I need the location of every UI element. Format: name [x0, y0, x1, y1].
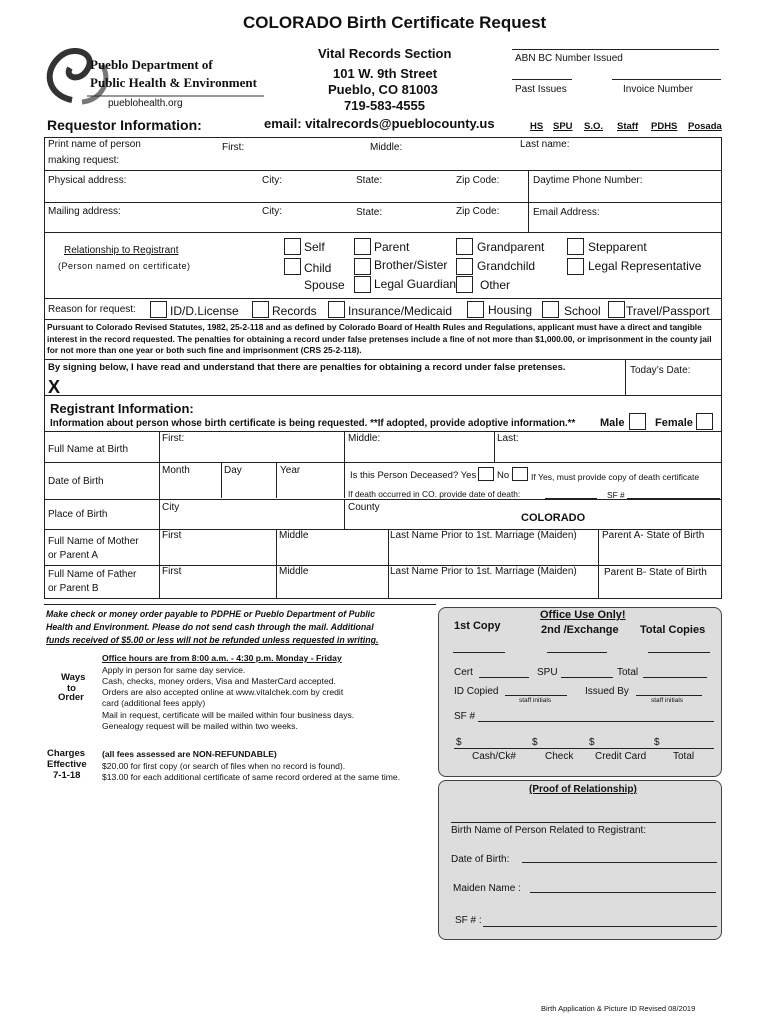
ways-line-3: Orders are also accepted online at www.vitalchek.com by credit — [102, 687, 344, 697]
cert-field[interactable]: Cert — [454, 667, 473, 678]
daytime-phone-field[interactable]: Daytime Phone Number: — [533, 175, 643, 186]
child-checkbox[interactable] — [284, 258, 301, 275]
stepparent-label: Stepparent — [588, 240, 647, 254]
proof-maiden-field[interactable]: Maiden Name : — [453, 883, 521, 894]
proof-sf-field[interactable]: SF # : — [455, 915, 482, 926]
ways-line-6: Genealogy request will be mailed within two weeks. — [102, 721, 298, 731]
check-label: Check — [545, 751, 574, 762]
records-label: Records — [272, 304, 317, 318]
spouse-label: Spouse — [304, 278, 345, 292]
insurance-checkbox[interactable] — [328, 301, 345, 318]
legal-representative-label: Legal Representative — [588, 259, 702, 273]
ways-line-2: Cash, checks, money orders, Visa and MasterCard accepted. — [102, 676, 336, 686]
staff-initials-1: staff initials — [519, 697, 552, 704]
print-name-label: Print name of person — [48, 139, 141, 150]
id-copied-field[interactable]: ID Copied — [454, 686, 499, 697]
reg-first-field[interactable]: First: — [162, 433, 185, 444]
footer-revision: Birth Application & Picture ID Revised 08/2019 — [541, 1004, 696, 1013]
email-field[interactable]: Email Address: — [533, 207, 600, 218]
female-checkbox[interactable] — [696, 413, 713, 430]
if-yes-note: If Yes, must provide copy of death certificate — [531, 472, 700, 482]
page-title: COLORADO Birth Certificate Request — [243, 13, 547, 32]
mailing-address-field[interactable]: Mailing address: — [48, 206, 121, 217]
issued-by-field[interactable]: Issued By — [585, 686, 629, 697]
signing-statement: By signing below, I have read and understand that there are penalties for obtaining a record under false pretenses. — [48, 362, 566, 373]
credit-card-label: Credit Card — [595, 751, 647, 762]
birth-name-related-label: Birth Name of Person Related to Registrant: — [451, 825, 647, 836]
org-name-line2: Public Health & Environment — [90, 75, 257, 90]
reg-last-field[interactable]: Last: — [497, 433, 519, 444]
grandparent-checkbox[interactable] — [456, 238, 473, 255]
father-middle-field[interactable]: Middle — [279, 566, 309, 577]
dollar-4: $ — [654, 737, 660, 748]
ways-label-3: Order — [58, 692, 84, 703]
section-email: email: vitalrecords@pueblocounty.us — [264, 116, 495, 131]
first-copy-label: 1st Copy — [454, 620, 501, 632]
dollar-3: $ — [589, 737, 595, 748]
male-label: Male — [600, 417, 625, 429]
charges-line-2: $20.00 for first copy (or search of files when no record is found). — [102, 761, 346, 771]
todays-date-field[interactable]: Today’s Date: — [630, 365, 691, 376]
charges-line-3: $13.00 for each additional certificate of same record ordered at the same time. — [102, 772, 401, 782]
abn-label: ABN BC Number Issued — [515, 53, 623, 64]
school-checkbox[interactable] — [542, 301, 559, 318]
ways-line-1: Apply in person for same day service. — [102, 665, 246, 675]
grandparent-label: Grandparent — [477, 240, 545, 254]
org-name-line1: Pueblo Department of — [90, 57, 213, 72]
place-of-birth-label: Place of Birth — [48, 509, 108, 520]
insurance-label: Insurance/Medicaid — [348, 304, 453, 318]
mother-label-2: or Parent A — [48, 550, 99, 561]
code-spu: SPU — [553, 121, 573, 132]
stepparent-checkbox[interactable] — [567, 238, 584, 255]
relationship-label: Relationship to Registrant — [64, 245, 179, 256]
travel-checkbox[interactable] — [608, 301, 625, 318]
staff-initials-2: staff initials — [651, 697, 684, 704]
birth-state-value: COLORADO — [521, 512, 586, 524]
payment-line-3: funds received of $5.00 or less will not be refunded unless requested in writing. — [46, 635, 379, 645]
legal-notice: Pursuant to Colorado Revised Statutes, 1982, 25-2-118 and as defined by Colorado Board of Health Rules and Regulations, applicant must have a direct and tangible interest in the record requested. The penalties for obtaining a record under false pretenses include a fine of not more than $1,000.00, or imprisonment in the county jail for not more than one year or both such fine and imprisonment (CRS 25-2-118). — [47, 322, 712, 356]
total-label: Total — [673, 751, 695, 762]
requestor-middle-field[interactable]: Middle: — [370, 142, 403, 153]
physical-zip-field[interactable]: Zip Code: — [456, 175, 500, 186]
mother-middle-field[interactable]: Middle — [279, 530, 309, 541]
self-label: Self — [304, 240, 325, 254]
brother-sister-label: Brother/Sister — [374, 258, 448, 272]
physical-address-field[interactable]: Physical address: — [48, 175, 127, 186]
deceased-no-checkbox[interactable] — [512, 467, 528, 481]
legal-representative-checkbox[interactable] — [567, 258, 584, 275]
dob-day-field[interactable]: Day — [224, 465, 242, 476]
birth-city-field[interactable]: City — [162, 502, 180, 513]
signature-line[interactable]: X — [48, 377, 61, 397]
making-request-label: making request: — [48, 155, 120, 166]
invoice-label: Invoice Number — [623, 84, 694, 95]
legal-guardian-label: Legal Guardian — [374, 277, 457, 291]
requestor-first-field[interactable]: First: — [222, 142, 245, 153]
charges-label-3: 7-1-18 — [53, 770, 81, 781]
physical-city-field[interactable]: City: — [262, 175, 282, 186]
death-sf-label: SF # — [607, 490, 625, 500]
father-maiden-field[interactable]: Last Name Prior to 1st. Marriage (Maiden) — [390, 566, 577, 577]
charges-label-1: Charges — [47, 748, 86, 759]
ways-line-4: card (additional fees apply) — [102, 698, 206, 708]
parent-label: Parent — [374, 240, 410, 254]
section-street: 101 W. 9th Street — [333, 66, 438, 81]
dob-year-field[interactable]: Year — [280, 465, 301, 476]
grandchild-checkbox[interactable] — [456, 258, 473, 275]
mother-label-1: Full Name of Mother — [48, 536, 139, 547]
father-first-field[interactable]: First — [162, 566, 182, 577]
mother-maiden-field[interactable]: Last Name Prior to 1st. Marriage (Maiden) — [390, 530, 577, 541]
code-pdhs: PDHS — [651, 121, 678, 132]
office-sf-field[interactable]: SF # — [454, 711, 476, 722]
mother-first-field[interactable]: First — [162, 530, 182, 541]
mailing-state-field[interactable]: State: — [356, 207, 383, 218]
code-hs: HS — [530, 121, 544, 132]
dollar-2: $ — [532, 737, 538, 748]
reason-label: Reason for request: — [48, 304, 136, 315]
requestor-heading: Requestor Information: — [47, 117, 202, 133]
school-label: School — [564, 304, 601, 318]
code-staff: Staff — [617, 121, 639, 132]
charges-label-2: Effective — [47, 759, 87, 770]
mailing-city-field[interactable]: City: — [262, 206, 282, 217]
other-checkbox[interactable] — [456, 276, 473, 293]
housing-checkbox[interactable] — [467, 301, 484, 318]
ways-line-5: Mail in request, certificate will be mailed within four business days. — [102, 710, 355, 720]
past-issues-label: Past Issues — [515, 84, 567, 95]
brother-sister-checkbox[interactable] — [354, 258, 371, 275]
charges-line-1: (all fees assessed are NON-REFUNDABLE) — [102, 749, 277, 759]
father-label-2: or Parent B — [48, 583, 99, 594]
id-license-checkbox[interactable] — [150, 301, 167, 318]
travel-label: Travel/Passport — [626, 304, 710, 318]
proof-title: (Proof of Relationship) — [529, 784, 637, 795]
female-label: Female — [655, 417, 693, 429]
mailing-zip-field[interactable]: Zip Code: — [456, 206, 500, 217]
ways-label-2: to — [67, 683, 76, 694]
search-exchange-label: 2nd /Exchange — [541, 624, 619, 636]
cash-label: Cash/Ck# — [472, 751, 516, 762]
dob-label: Date of Birth — [48, 476, 104, 487]
registrant-heading: Registrant Information: — [50, 401, 194, 416]
death-date-label: If death occurred in CO. provide date of death: — [348, 489, 521, 499]
full-name-label: Full Name at Birth — [48, 444, 129, 455]
total-field[interactable]: Total — [617, 667, 639, 678]
section-city: Pueblo, CO 81003 — [328, 82, 438, 97]
dob-month-field[interactable]: Month — [162, 465, 190, 476]
physical-state-field[interactable]: State: — [356, 175, 383, 186]
ways-label-1: Ways — [61, 672, 86, 683]
code-so: S.O. — [584, 121, 604, 132]
office-use-title: Office Use Only! — [540, 609, 626, 621]
other-label: Other — [480, 278, 511, 292]
father-label-1: Full Name of Father — [48, 569, 137, 580]
website: pueblohealth.org — [108, 98, 183, 109]
reg-middle-field[interactable]: Middle: — [348, 433, 381, 444]
total-copies-label: Total Copies — [640, 624, 706, 636]
grandchild-label: Grandchild — [477, 259, 536, 273]
child-label: Child — [304, 261, 332, 275]
section-name: Vital Records Section — [318, 46, 452, 61]
payment-line-1: Make check or money order payable to PDPHE or Pueblo Department of Public — [46, 609, 375, 619]
deceased-no-label: No — [497, 470, 510, 481]
parent-b-state-field[interactable]: Parent B- State of Birth — [604, 567, 707, 578]
parent-a-state-field[interactable]: Parent A- State of Birth — [602, 530, 705, 541]
registrant-instructions: Information about person whose birth certificate is being requested. **If adopted, provide adoptive information.** — [50, 418, 576, 429]
proof-dob-field[interactable]: Date of Birth: — [451, 854, 510, 865]
office-hours: Office hours are from 8:00 a.m. - 4:30 p.m. Monday - Friday — [102, 653, 342, 663]
male-checkbox[interactable] — [629, 413, 646, 430]
section-phone: 719-583-4555 — [344, 98, 425, 113]
spu-field[interactable]: SPU — [537, 667, 558, 678]
dollar-1: $ — [456, 737, 462, 748]
self-checkbox[interactable] — [284, 238, 301, 255]
records-checkbox[interactable] — [252, 301, 269, 318]
deceased-yes-checkbox[interactable] — [478, 467, 494, 481]
birth-county-field[interactable]: County — [348, 502, 380, 513]
id-license-label: ID/D.License — [170, 304, 239, 318]
deceased-label: Is this Person Deceased? Yes — [350, 470, 477, 481]
housing-label: Housing — [488, 303, 533, 317]
legal-guardian-checkbox[interactable] — [354, 276, 371, 293]
person-named-label: (Person named on certificate) — [58, 261, 191, 271]
code-posada: Posada — [688, 121, 722, 132]
payment-line-2: Health and Environment. Please do not send cash through the mail. Additional — [46, 622, 374, 632]
parent-checkbox[interactable] — [354, 238, 371, 255]
requestor-last-field[interactable]: Last name: — [520, 139, 570, 150]
